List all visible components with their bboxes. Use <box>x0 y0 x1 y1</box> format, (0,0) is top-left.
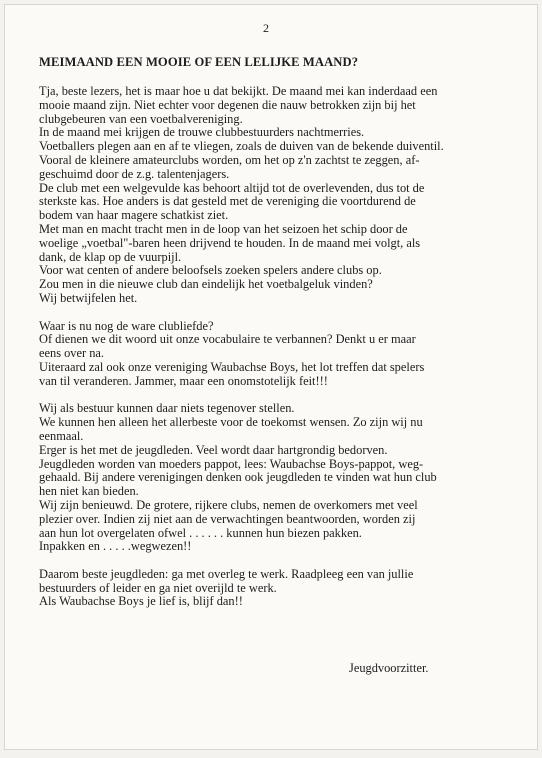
text-line: De club met een welgevulde kas behoort altijd tot de overlevenden, dus tot de <box>39 180 425 195</box>
text-line: bodem van haar magere schatkist ziet. <box>39 208 229 223</box>
text-line: Als Waubachse Boys je lief is, blijf dan!! <box>39 594 243 609</box>
text-line: geschuimd door de z.g. talentenjagers. <box>39 166 230 181</box>
text-line: Voetballers plegen aan en af te vliegen, zoals de duiven van de bekende duiventil. <box>39 139 444 154</box>
paragraph <box>39 402 509 554</box>
document-page <box>4 4 538 750</box>
text-line: bestuurders of leider en ga niet overijld te werk. <box>39 580 277 595</box>
text-line: gehaald. Bij andere verenigingen denken ook jeugdleden te vinden wat hun club <box>39 470 437 485</box>
text-line: aan hun lot overgelaten ofwel . . . . . . kunnen hun biezen pakken. <box>39 525 362 540</box>
paragraph <box>39 85 509 306</box>
text-line: dank, de klap op de vuurpijl. <box>39 249 182 264</box>
paragraph-gap <box>39 554 509 568</box>
text-line: mooie maand zijn. Niet echter voor degenen die nauw betrokken zijn bij het <box>39 97 416 112</box>
text-line: Met man en macht tracht men in de loop van het seizoen het schip door de <box>39 221 408 236</box>
text-line: Erger is het met de jeugdleden. Veel wordt daar hartgrondig bedorven. <box>39 442 388 457</box>
page-number: 2 <box>263 21 269 35</box>
text-line: Wij als bestuur kunnen daar niets tegenover stellen. <box>39 401 295 416</box>
text-line: Zou men in die nieuwe club dan eindelijk het voetbalgeluk vinden? <box>39 277 373 292</box>
text-line: Wij betwijfelen het. <box>39 290 138 305</box>
text-line: Tja, beste lezers, het is maar hoe u dat bekijkt. De maand mei kan inderdaad een <box>39 84 438 98</box>
text-line: Voor wat centen of andere beloofsels zoeken spelers andere clubs op. <box>39 263 382 278</box>
text-line: Daarom beste jeugdleden: ga met overleg te werk. Raadpleeg een van jullie <box>39 566 414 581</box>
text-line: van til veranderen. Jammer, maar een onomstotelijk feit!!! <box>39 373 328 388</box>
text-line: Vooral de kleinere amateurclubs worden, om het op z'n zachtst te zeggen, af- <box>39 152 420 167</box>
text-line: Waar is nu nog de ware clubliefde? <box>39 318 214 333</box>
text-line: eens over na. <box>39 346 105 361</box>
text-line: Of dienen we dit woord uit onze vocabulaire te verbannen? Denkt u er maar <box>39 332 416 347</box>
text-line: clubgebeuren van een voetbalvereniging. <box>39 111 243 126</box>
text-line: hen niet kan bieden. <box>39 484 139 499</box>
article-body <box>39 85 509 609</box>
text-line: In de maand mei krijgen de trouwe clubbestuurders nachtmerries. <box>39 125 365 140</box>
paragraph <box>39 320 509 389</box>
paragraph <box>39 568 509 609</box>
text-line: We kunnen hen alleen het allerbeste voor de toekomst wensen. Zo zijn wij nu <box>39 415 423 430</box>
paragraph-gap <box>39 306 509 320</box>
text-line: Wij zijn benieuwd. De grotere, rijkere clubs, nemen de overkomers met veel <box>39 497 418 512</box>
text-line: eenmaal. <box>39 428 84 443</box>
signature: Jeugdvoorzitter. <box>349 661 429 675</box>
text-line: Jeugdleden worden van moeders pappot, lees: Waubachse Boys-pappot, weg- <box>39 456 424 471</box>
text-line: plezier over. Indien zij niet aan de verwachtingen beantwoorden, worden zij <box>39 511 416 526</box>
text-line: woelige „voetbal"-baren heen drijvend te houden. In de maand mei volgt, als <box>39 235 421 250</box>
article-title: MEIMAAND EEN MOOIE OF EEN LELIJKE MAAND? <box>39 55 359 69</box>
paragraph-gap <box>39 389 509 403</box>
text-line: Inpakken en . . . . .wegwezen!! <box>39 539 192 554</box>
text-line: sterkste kas. Hoe anders is dat gesteld met de vereniging die voortdurend de <box>39 194 416 209</box>
text-line: Uiteraard zal ook onze vereniging Waubachse Boys, het lot treffen dat spelers <box>39 359 425 374</box>
